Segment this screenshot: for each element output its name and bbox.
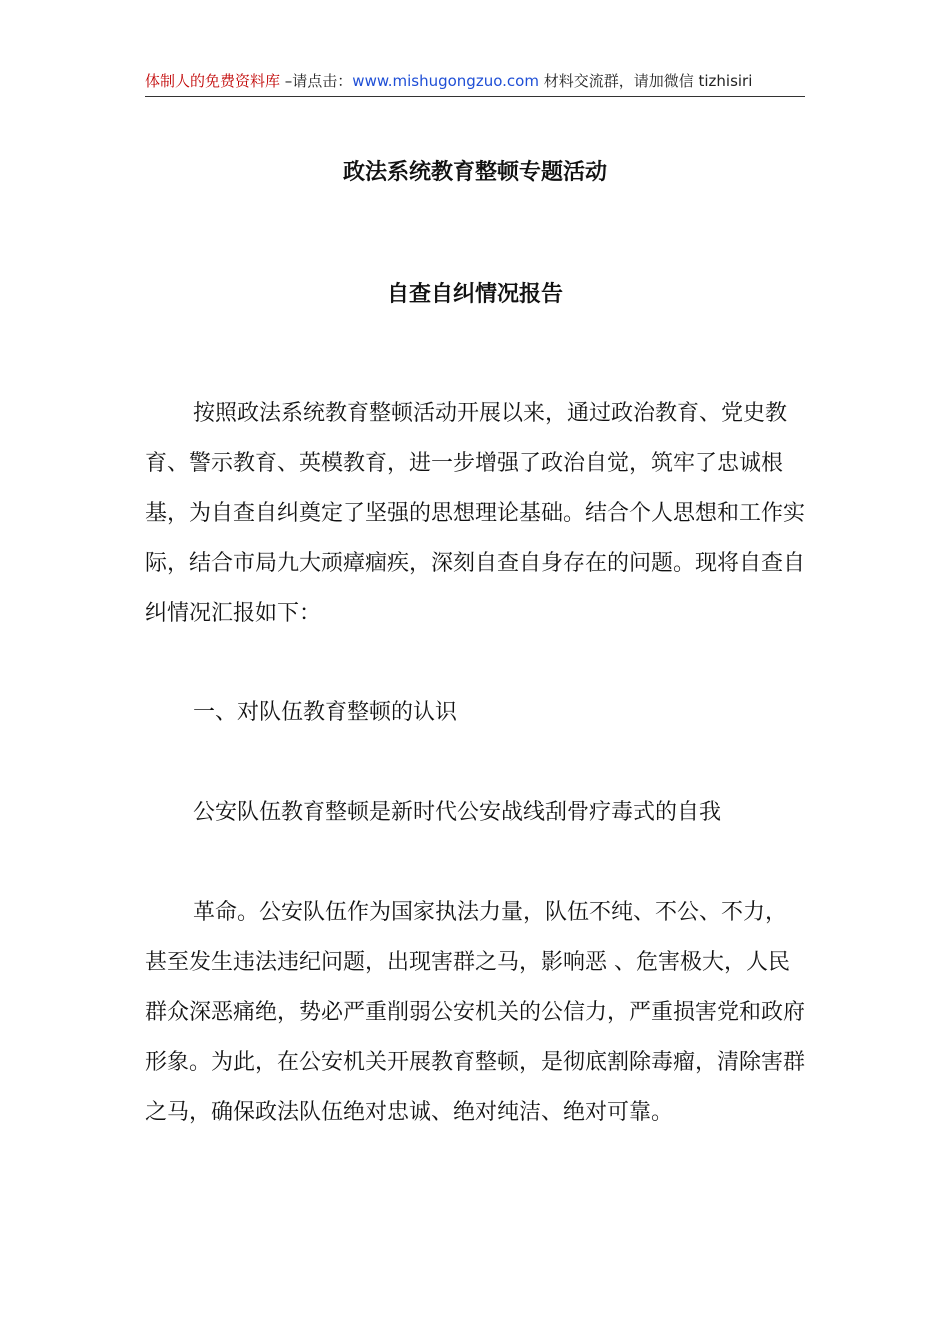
paragraph-body: 革命。公安队伍作为国家执法力量，队伍不纯、不公、不力，甚至发生违法违纪问题，出现害群之马，影响恶 、危害极大，人民群众深恶痛绝，势必严重削弱公安机关的公信力，严重损害党和政府形象。为此，在公安机关开展教育整顿，是彻底割除毒瘤，清除害群之马，确保政法队伍绝对忠诚、绝对纯洁、绝对可靠。 — [145, 900, 806, 1125]
paragraph-intro: 按照政法系统教育整顿活动开展以来，通过政治教育、党史教育、警示教育、英模教育，进一步增强了政治自觉，筑牢了忠诚根基，为自查自纠奠定了坚强的思想理论基础。结合个人思想和工作实际，结合市局九大顽瘴痼疾，深刻自查自身存在的问题。现将自查自纠情况汇报如下： — [145, 401, 806, 626]
header-separator: –请点击： — [280, 72, 353, 90]
document-subtitle: 自查自纠情况报告 — [386, 282, 563, 307]
header-brand: 体制人的免费资料库 — [145, 72, 281, 90]
header-url-link[interactable]: www.mishugongzuo.com — [352, 72, 539, 90]
paragraph-body: 公安队伍教育整顿是新时代公安战线刮骨疗毒式的自我 — [193, 800, 722, 825]
header-tail-text: 材料交流群，请加微信 tizhisiri — [538, 72, 753, 90]
page-header — [145, 70, 805, 97]
section-heading-1: 一、对队伍教育整顿的认识 — [193, 700, 458, 725]
document-title: 政法系统教育整顿专题活动 — [342, 160, 607, 185]
